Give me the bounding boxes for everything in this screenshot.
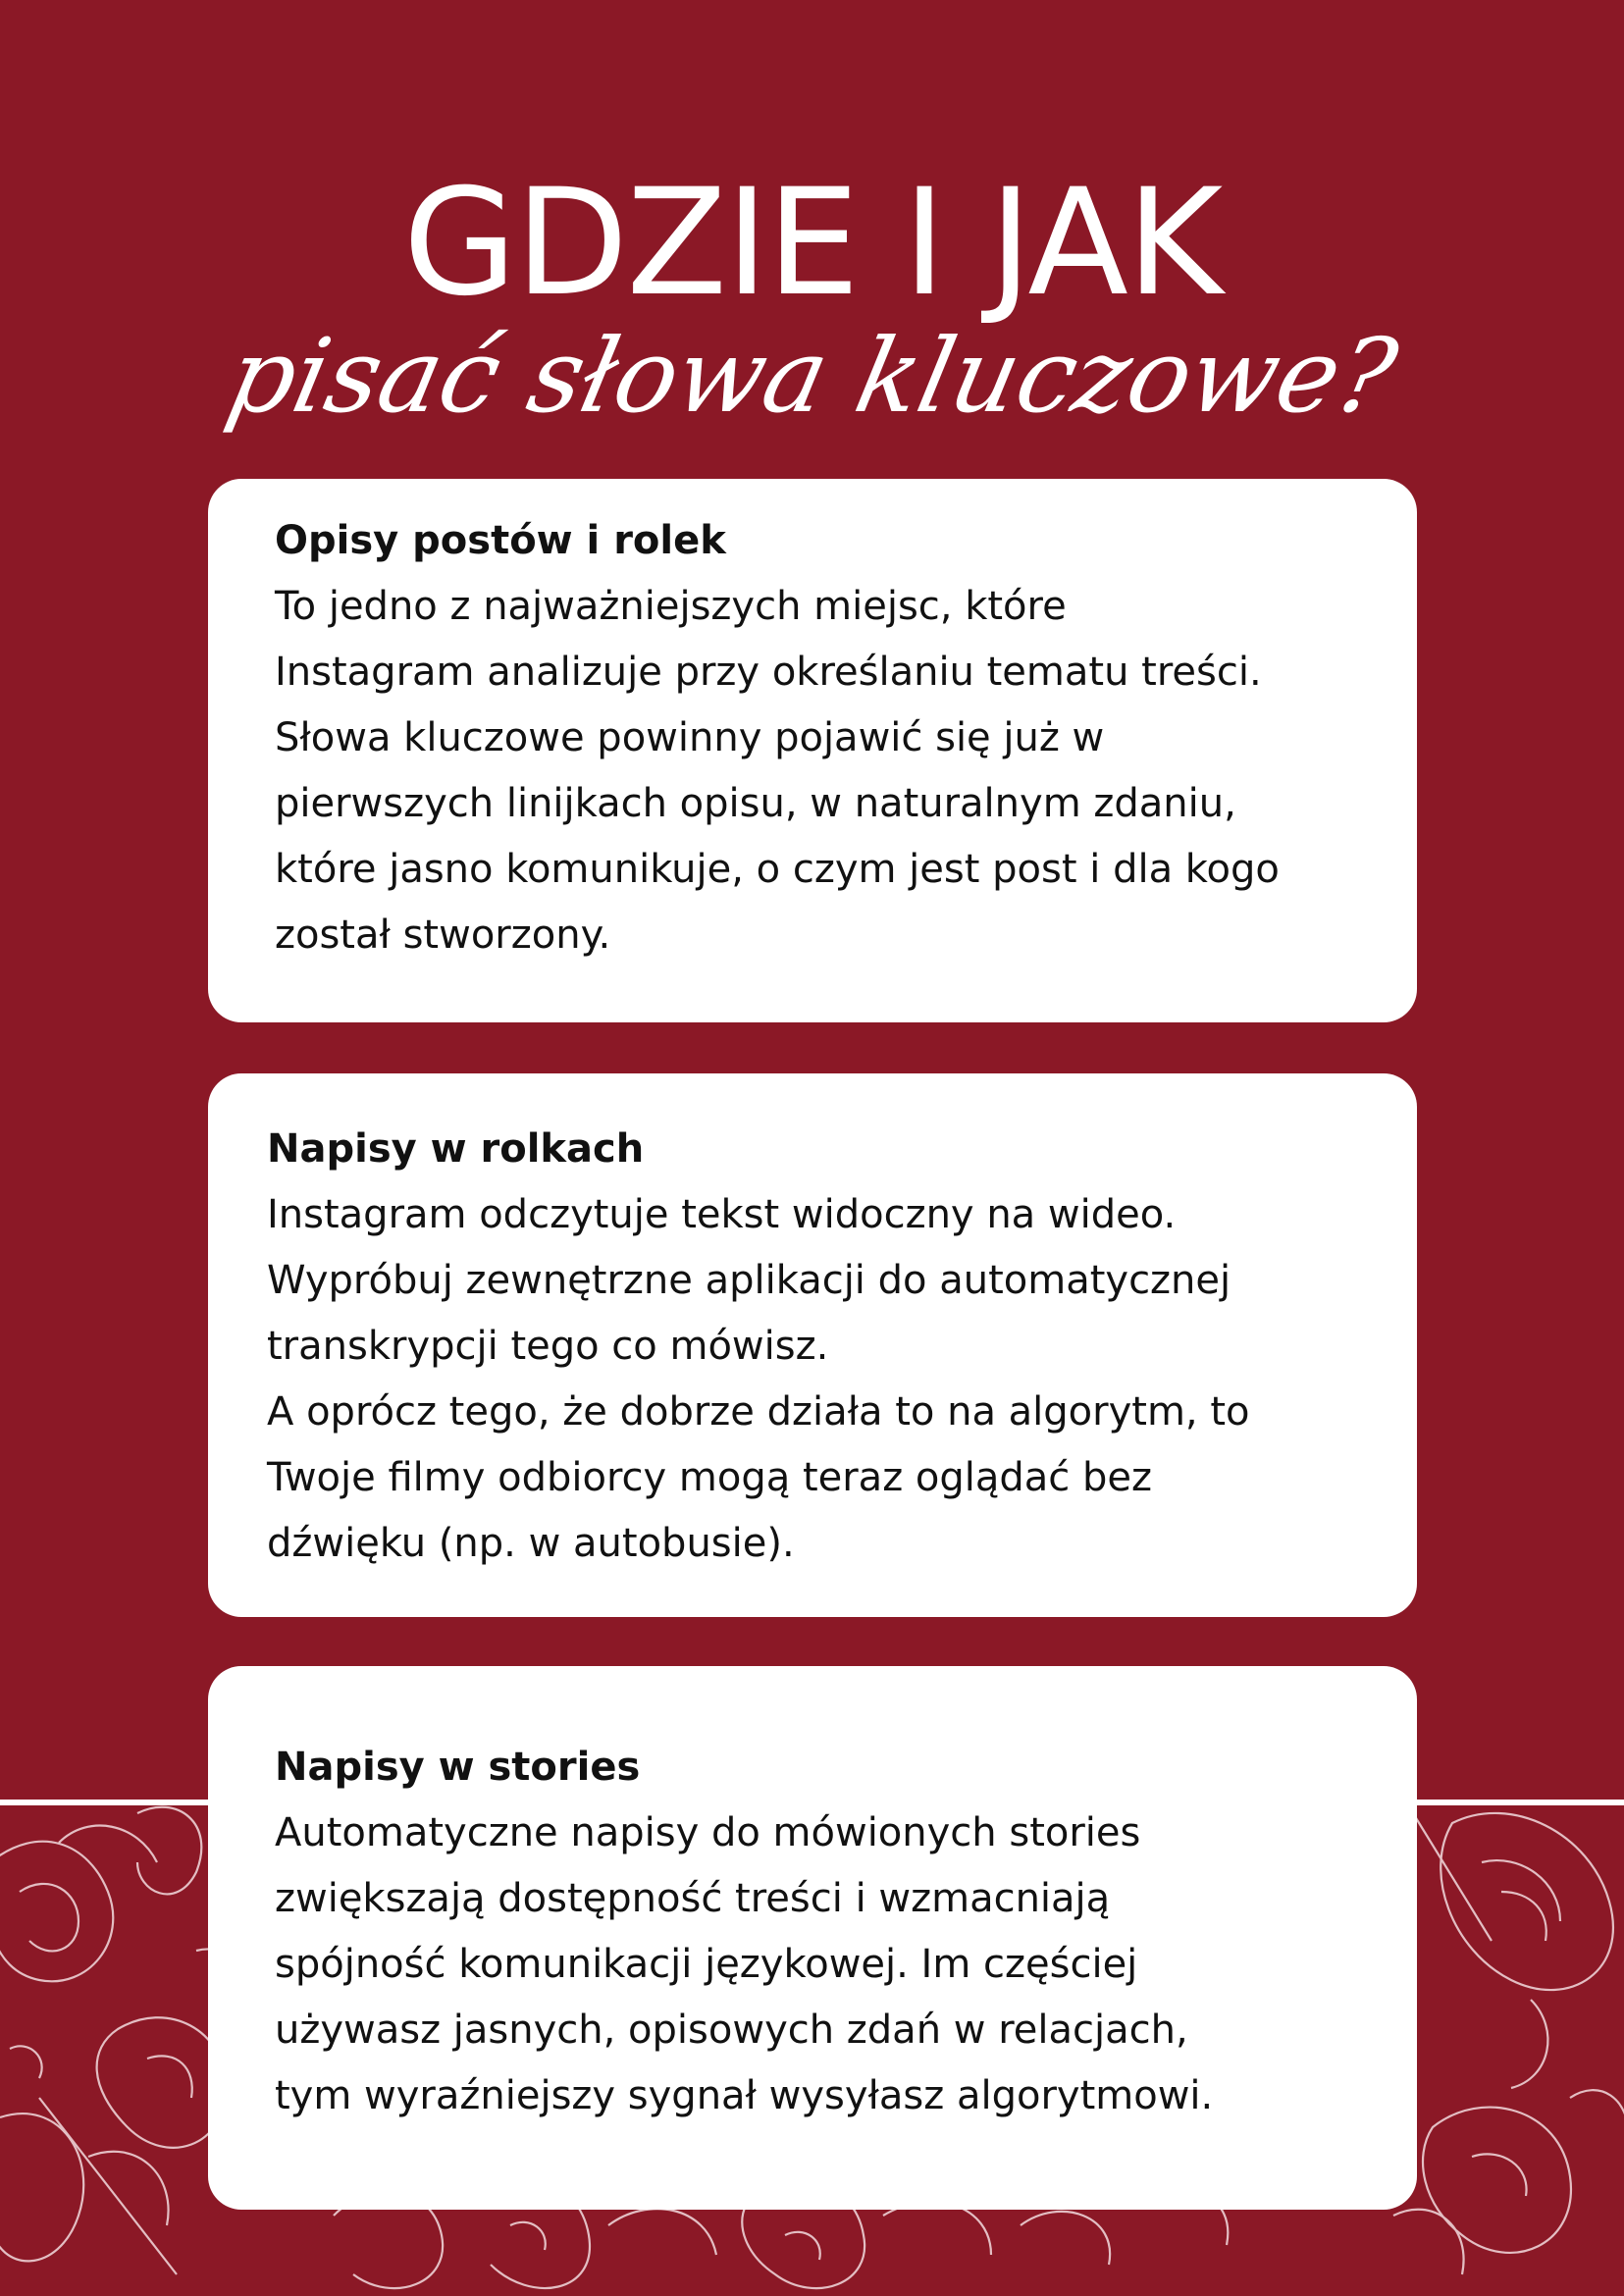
card-line: Instagram analizuje przy określaniu tematu treści. (275, 650, 1262, 695)
card-line: Twoje filmy odbiorcy mogą teraz oglądać bez (267, 1455, 1152, 1500)
card-body (275, 574, 1417, 968)
card-line: został stworzony. (275, 913, 611, 958)
info-card-reel-captions (208, 1073, 1417, 1617)
card-line: które jasno komunikuje, o czym jest post i dla kogo (275, 847, 1280, 892)
card-body (267, 1182, 1417, 1577)
card-heading: Opisy postów i rolek (275, 518, 726, 563)
card-line: używasz jasnych, opisowych zdań w relacjach, (275, 2008, 1188, 2053)
card-line: Wypróbuj zewnętrzne aplikacji do automatycznej (267, 1258, 1231, 1303)
card-line: tym wyraźniejszy sygnał wysyłasz algorytmowi. (275, 2073, 1214, 2118)
card-heading: Napisy w stories (275, 1745, 641, 1790)
card-line: pierwszych linijkach opisu, w naturalnym zdaniu, (275, 781, 1236, 826)
info-card-story-captions (208, 1666, 1417, 2210)
card-line: A oprócz tego, że dobrze działa to na algorytm, to (267, 1389, 1250, 1435)
card-line: Instagram odczytuje tekst widoczny na wideo. (267, 1192, 1177, 1237)
card-line: spójność komunikacji językowej. Im częściej (275, 1942, 1138, 1987)
card-line: zwiększają dostępność treści i wzmacniają (275, 1876, 1111, 1921)
card-line: dźwięku (np. w autobusie). (267, 1521, 795, 1566)
page-title: GDZIE I JAK (402, 158, 1222, 329)
page-subtitle: pisać słowa kluczowe? (217, 316, 1407, 436)
card-body (275, 1800, 1417, 2129)
card-line: To jedno z najważniejszych miejsc, które (275, 584, 1067, 629)
card-line: Słowa kluczowe powinny pojawić się już w (275, 715, 1105, 760)
card-line: transkrypcji tego co mówisz. (267, 1324, 829, 1369)
info-card-post-descriptions (208, 479, 1417, 1022)
card-line: Automatyczne napisy do mówionych stories (275, 1810, 1141, 1855)
card-heading: Napisy w rolkach (267, 1126, 645, 1172)
